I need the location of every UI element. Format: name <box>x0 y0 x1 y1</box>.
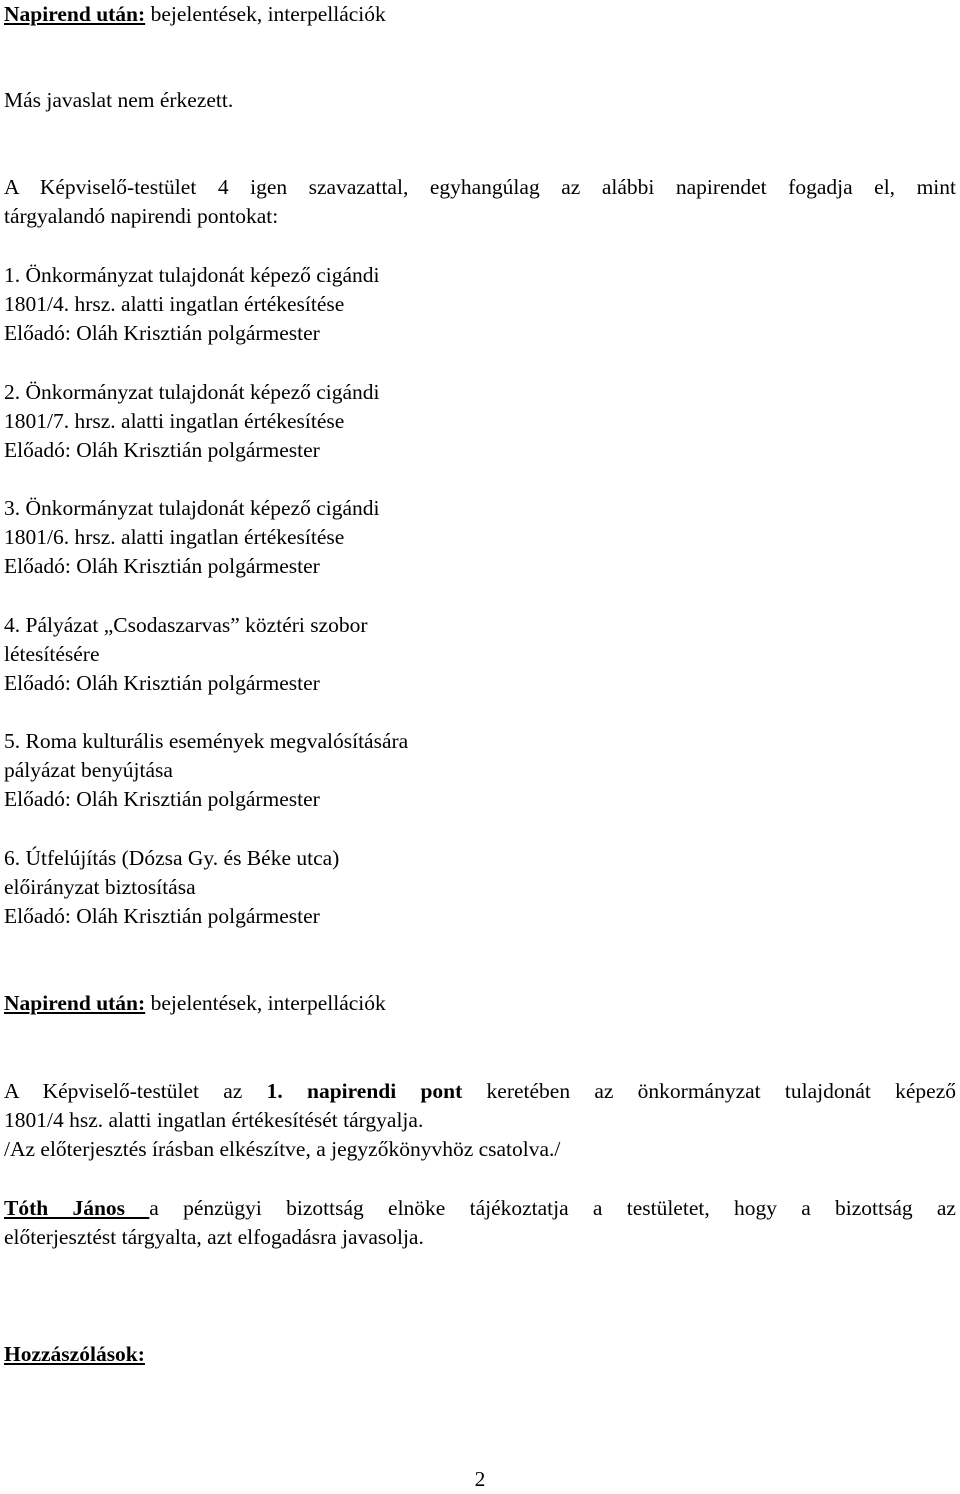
agenda-intro-line2: tárgyalandó napirendi pontokat: <box>4 204 279 228</box>
attachment-note: /Az előterjesztés írásban elkészítve, a jegyzőkönyvhöz csatolva./ <box>4 1137 561 1161</box>
agenda-item-2 <box>4 378 380 465</box>
agenda-item-title: 6. Útfelújítás (Dózsa Gy. és Béke utca) <box>4 846 340 870</box>
agenda-item-subtitle: előirányzat biztosítása <box>4 875 196 899</box>
agenda-item-subtitle: 1801/7. hrsz. alatti ingatlan értékesítése <box>4 409 345 433</box>
discussion-prefix: A Képviselő-testület az <box>4 1079 267 1103</box>
agenda-item-presenter: Előadó: Oláh Krisztián polgármester <box>4 904 320 928</box>
agenda-item-title: 4. Pályázat „Csodaszarvas” köztéri szobor <box>4 613 368 637</box>
committee-line1 <box>4 1194 956 1223</box>
agenda-item-1 <box>4 261 380 348</box>
agenda-item-title: 5. Roma kulturális események megvalósítására <box>4 729 409 753</box>
agenda-item-subtitle: pályázat benyújtása <box>4 758 173 782</box>
top-heading-text: bejelentések, interpellációk <box>145 2 386 26</box>
committee-statement: a pénzügyi bizottság elnöke tájékoztatja a testületet, hogy a bizottság az <box>149 1196 956 1220</box>
agenda-item-4 <box>4 611 368 698</box>
no-proposal-text: Más javaslat nem érkezett. <box>4 88 234 112</box>
page-number: 2 <box>474 1467 486 1491</box>
agenda-item-title: 3. Önkormányzat tulajdonát képező cigándi <box>4 496 380 520</box>
agenda-item-subtitle: 1801/4. hrsz. alatti ingatlan értékesítése <box>4 292 345 316</box>
discussion-line1 <box>4 1077 956 1106</box>
comments-heading <box>4 1340 145 1369</box>
top-heading <box>4 0 386 29</box>
discussion-suffix: keretében az önkormányzat tulajdonát képező <box>462 1079 956 1103</box>
agenda-item-title: 1. Önkormányzat tulajdonát képező cigándi <box>4 263 380 287</box>
committee-chair-name: Tóth János <box>4 1196 150 1220</box>
agenda-item-title: 2. Önkormányzat tulajdonát képező cigándi <box>4 380 380 404</box>
second-heading <box>4 989 386 1018</box>
comments-heading-label: Hozzászólások: <box>4 1342 145 1366</box>
agenda-item-3 <box>4 494 380 581</box>
discussion-agenda-point: 1. napirendi pont <box>266 1079 463 1103</box>
agenda-item-presenter: Előadó: Oláh Krisztián polgármester <box>4 321 320 345</box>
second-heading-label: Napirend után: <box>4 991 146 1015</box>
discussion-line2: 1801/4 hsz. alatti ingatlan értékesítését tárgyalja. <box>4 1108 424 1132</box>
agenda-item-subtitle: 1801/6. hrsz. alatti ingatlan értékesítése <box>4 525 345 549</box>
agenda-item-6 <box>4 844 339 931</box>
agenda-item-presenter: Előadó: Oláh Krisztián polgármester <box>4 438 320 462</box>
top-heading-label: Napirend után: <box>4 2 146 26</box>
agenda-item-presenter: Előadó: Oláh Krisztián polgármester <box>4 671 320 695</box>
agenda-item-subtitle: létesítésére <box>4 642 100 666</box>
agenda-intro-line1: A Képviselő-testület 4 igen szavazattal, egyhangúlag az alábbi napirendet fogadja el, mint <box>4 175 956 199</box>
agenda-item-5 <box>4 727 408 814</box>
committee-line2: előterjesztést tárgyalta, azt elfogadásra javasolja. <box>4 1225 424 1249</box>
agenda-item-presenter: Előadó: Oláh Krisztián polgármester <box>4 787 320 811</box>
second-heading-text: bejelentések, interpellációk <box>145 991 386 1015</box>
agenda-item-presenter: Előadó: Oláh Krisztián polgármester <box>4 554 320 578</box>
